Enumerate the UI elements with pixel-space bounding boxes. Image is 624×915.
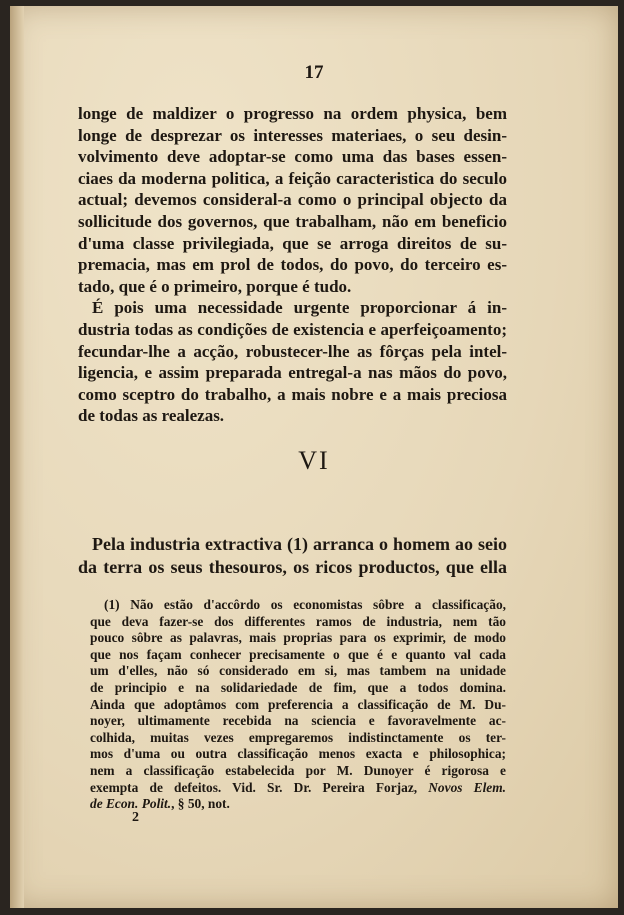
page-number: 17 bbox=[304, 62, 324, 83]
footnote bbox=[90, 597, 506, 813]
footnote-citation-title: Novos Elem. bbox=[428, 779, 506, 795]
footnote-citation-title-cont: de Econ. Polit. bbox=[90, 796, 172, 812]
footnote-line: que deva fazer-se dos differentes ramos de industria, nem tão bbox=[90, 613, 506, 629]
text-line: Pela industria extractiva (1) arranca o homem ao seio bbox=[92, 534, 507, 554]
footnote-line: noyer, ultimamente recebida na sciencia e favoravelmente ac- bbox=[90, 713, 506, 729]
text-line: da terra os seus thesouros, os ricos productos, que ella bbox=[78, 557, 507, 577]
text-line: dustria todas as condições de existencia e aperfeiçoamento; bbox=[78, 319, 507, 339]
text-line: tado, que é o primeiro, porque é tudo. bbox=[78, 276, 352, 296]
footnote-line: que nos façam conhecer precisamente o que é e quanto val cada bbox=[90, 646, 506, 662]
text-line: de todas as realezas. bbox=[78, 406, 225, 426]
text-line: como sceptro do trabalho, a mais nobre e a mais preciosa bbox=[78, 384, 507, 404]
footnote-line bbox=[90, 780, 506, 797]
text-line: actual; devemos consideral-a como o principal objecto da bbox=[78, 190, 507, 210]
text-line: premacia, mas em prol de todos, do povo, do terceiro es- bbox=[78, 255, 507, 275]
footnote-line: um d'elles, não só considerado em si, mas tambem na unidade bbox=[90, 663, 506, 679]
footnote-line bbox=[90, 796, 506, 813]
paragraph-1 bbox=[78, 103, 507, 427]
footnote-line: (1) Não estão d'accôrdo os economistas sôbre a classificação, bbox=[104, 597, 506, 612]
footnote-line: Ainda que adoptâmos com preferencia a classificação de M. Du- bbox=[90, 696, 506, 712]
signature-mark: 2 bbox=[132, 810, 139, 825]
footnote-line: nem a classificação estabelecida por M. Dunoyer é rigorosa e bbox=[90, 762, 506, 778]
paragraph-2 bbox=[78, 533, 507, 579]
text-line: d'uma classe privilegiada, que se arroga direitos de su- bbox=[78, 233, 507, 253]
footnote-line: pouco sôbre as palavras, mais proprias para os exprimir, de modo bbox=[90, 630, 506, 646]
text-line: ciaes da moderna politica, a feição caracteristica do seculo bbox=[78, 168, 507, 188]
footnote-line: colhida, muitas vezes empregaremos indistinctamente os ter- bbox=[90, 729, 506, 745]
text-line: longe de maldizer o progresso na ordem physica, bem bbox=[78, 104, 507, 123]
text-line: longe de desprezar os interesses materiaes, o seu desin- bbox=[78, 125, 507, 145]
book-page bbox=[10, 6, 618, 908]
footnote-citation-end: , § 50, not. bbox=[171, 796, 230, 812]
text-line: fecundar-lhe a acção, robustecer-lhe as fôrças pela intel- bbox=[78, 341, 507, 361]
text-line: ligencia, e assim preparada entregal-a nas mãos do povo, bbox=[78, 363, 507, 383]
footnote-line-text: exempta de defeitos. Vid. Sr. Dr. Pereira Forjaz, bbox=[90, 779, 418, 795]
section-heading: VI bbox=[298, 446, 330, 475]
text-line: É pois uma necessidade urgente proporcionar á in- bbox=[92, 298, 507, 318]
footnote-line: de principio e na solidariedade de fim, que a todos domina. bbox=[90, 679, 506, 695]
footnote-line: mos d'uma ou outra classificação menos exacta e philosophica; bbox=[90, 746, 506, 762]
text-line: volvimento deve adoptar-se como uma das bases essen- bbox=[78, 147, 507, 167]
text-line: sollicitude dos governos, que trabalham, não em beneficio bbox=[78, 211, 507, 231]
